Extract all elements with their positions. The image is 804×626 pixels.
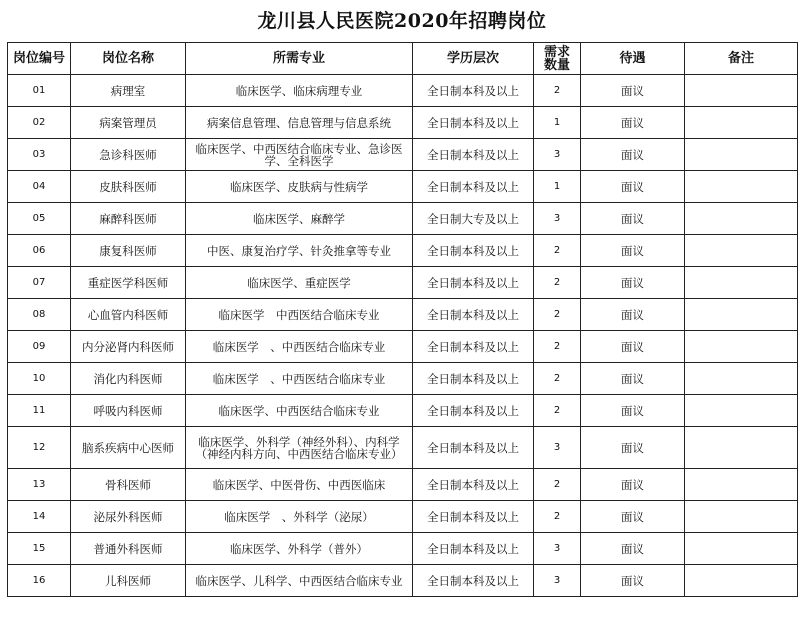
cell-education: 全日制本科及以上 (413, 363, 534, 395)
cell-salary: 面议 (581, 469, 685, 501)
cell-name: 骨科医师 (71, 469, 186, 501)
cell-education: 全日制本科及以上 (413, 331, 534, 363)
cell-education: 全日制本科及以上 (413, 565, 534, 597)
cell-salary: 面议 (581, 75, 685, 107)
cell-note (685, 363, 798, 395)
cell-education: 全日制本科及以上 (413, 533, 534, 565)
cell-education: 全日制本科及以上 (413, 427, 534, 469)
cell-name: 康复科医师 (71, 235, 186, 267)
cell-count: 2 (534, 235, 581, 267)
cell-major: 临床医学、中西医结合临床专业、急诊医学、全科医学 (186, 139, 413, 171)
table-row (8, 565, 798, 597)
cell-note (685, 565, 798, 597)
cell-salary: 面议 (581, 565, 685, 597)
header-row (8, 43, 798, 75)
cell-major: 临床医学、外科学（神经外科）、内科学（神经内科方向、中西医结合临床专业） (186, 427, 413, 469)
cell-count: 3 (534, 533, 581, 565)
table-row (8, 171, 798, 203)
cell-count: 3 (534, 565, 581, 597)
header-salary: 待遇 (581, 43, 685, 75)
cell-note (685, 171, 798, 203)
recruitment-table (7, 42, 798, 597)
cell-count: 2 (534, 363, 581, 395)
cell-education: 全日制本科及以上 (413, 501, 534, 533)
cell-count: 2 (534, 299, 581, 331)
cell-education: 全日制本科及以上 (413, 171, 534, 203)
table-row (8, 363, 798, 395)
cell-education: 全日制本科及以上 (413, 107, 534, 139)
table-row (8, 203, 798, 235)
header-note: 备注 (685, 43, 798, 75)
cell-code: 05 (8, 203, 71, 235)
cell-note (685, 533, 798, 565)
cell-note (685, 427, 798, 469)
cell-major: 临床医学 、外科学（泌尿） (186, 501, 413, 533)
cell-salary: 面议 (581, 267, 685, 299)
cell-name: 脑系疾病中心医师 (71, 427, 186, 469)
cell-count: 3 (534, 427, 581, 469)
cell-name: 皮肤科医师 (71, 171, 186, 203)
table-row (8, 427, 798, 469)
cell-code: 13 (8, 469, 71, 501)
cell-code: 10 (8, 363, 71, 395)
cell-major: 临床医学、临床病理专业 (186, 75, 413, 107)
cell-count: 1 (534, 171, 581, 203)
cell-count: 2 (534, 501, 581, 533)
cell-count: 2 (534, 469, 581, 501)
cell-code: 16 (8, 565, 71, 597)
cell-salary: 面议 (581, 395, 685, 427)
header-education: 学历层次 (413, 43, 534, 75)
cell-name: 消化内科医师 (71, 363, 186, 395)
cell-education: 全日制本科及以上 (413, 395, 534, 427)
cell-code: 07 (8, 267, 71, 299)
table-row (8, 331, 798, 363)
cell-code: 12 (8, 427, 71, 469)
cell-major: 临床医学、麻醉学 (186, 203, 413, 235)
cell-code: 09 (8, 331, 71, 363)
table-row (8, 107, 798, 139)
header-code: 岗位编号 (8, 43, 71, 75)
cell-education: 全日制本科及以上 (413, 299, 534, 331)
cell-salary: 面议 (581, 533, 685, 565)
cell-salary: 面议 (581, 363, 685, 395)
cell-count: 2 (534, 75, 581, 107)
table-row (8, 299, 798, 331)
cell-salary: 面议 (581, 299, 685, 331)
cell-major: 临床医学、儿科学、中西医结合临床专业 (186, 565, 413, 597)
cell-major: 临床医学 、中西医结合临床专业 (186, 363, 413, 395)
cell-code: 08 (8, 299, 71, 331)
cell-name: 内分泌肾内科医师 (71, 331, 186, 363)
cell-name: 心血管内科医师 (71, 299, 186, 331)
cell-note (685, 235, 798, 267)
cell-note (685, 331, 798, 363)
cell-education: 全日制本科及以上 (413, 235, 534, 267)
cell-code: 01 (8, 75, 71, 107)
cell-major: 临床医学、外科学（普外） (186, 533, 413, 565)
cell-major: 临床医学 、中西医结合临床专业 (186, 331, 413, 363)
cell-education: 全日制大专及以上 (413, 203, 534, 235)
table-row (8, 395, 798, 427)
cell-name: 重症医学科医师 (71, 267, 186, 299)
cell-count: 3 (534, 203, 581, 235)
cell-code: 03 (8, 139, 71, 171)
cell-name: 儿科医师 (71, 565, 186, 597)
cell-note (685, 107, 798, 139)
cell-name: 麻醉科医师 (71, 203, 186, 235)
cell-note (685, 501, 798, 533)
cell-name: 急诊科医师 (71, 139, 186, 171)
cell-major: 病案信息管理、信息管理与信息系统 (186, 107, 413, 139)
cell-note (685, 75, 798, 107)
table-row (8, 533, 798, 565)
table-row (8, 501, 798, 533)
cell-salary: 面议 (581, 203, 685, 235)
table-row (8, 469, 798, 501)
cell-name: 普通外科医师 (71, 533, 186, 565)
cell-major: 临床医学、中西医结合临床专业 (186, 395, 413, 427)
cell-code: 11 (8, 395, 71, 427)
cell-name: 呼吸内科医师 (71, 395, 186, 427)
cell-name: 泌尿外科医师 (71, 501, 186, 533)
table-row (8, 267, 798, 299)
cell-count: 2 (534, 331, 581, 363)
cell-note (685, 469, 798, 501)
cell-count: 1 (534, 107, 581, 139)
cell-name: 病理室 (71, 75, 186, 107)
cell-education: 全日制本科及以上 (413, 267, 534, 299)
cell-count: 3 (534, 139, 581, 171)
cell-education: 全日制本科及以上 (413, 469, 534, 501)
cell-code: 06 (8, 235, 71, 267)
cell-salary: 面议 (581, 139, 685, 171)
cell-major: 临床医学 中西医结合临床专业 (186, 299, 413, 331)
cell-note (685, 139, 798, 171)
cell-salary: 面议 (581, 107, 685, 139)
cell-major: 临床医学、皮肤病与性病学 (186, 171, 413, 203)
cell-note (685, 203, 798, 235)
cell-salary: 面议 (581, 331, 685, 363)
header-major: 所需专业 (186, 43, 413, 75)
cell-name: 病案管理员 (71, 107, 186, 139)
header-name: 岗位名称 (71, 43, 186, 75)
cell-major: 临床医学、中医骨伤、中西医临床 (186, 469, 413, 501)
cell-note (685, 395, 798, 427)
table-row (8, 75, 798, 107)
cell-code: 14 (8, 501, 71, 533)
cell-major: 临床医学、重症医学 (186, 267, 413, 299)
cell-education: 全日制本科及以上 (413, 139, 534, 171)
header-count: 需求数量 (534, 43, 581, 75)
cell-salary: 面议 (581, 427, 685, 469)
cell-code: 15 (8, 533, 71, 565)
cell-count: 2 (534, 395, 581, 427)
cell-major: 中医、康复治疗学、针灸推拿等专业 (186, 235, 413, 267)
cell-code: 04 (8, 171, 71, 203)
cell-education: 全日制本科及以上 (413, 75, 534, 107)
cell-code: 02 (8, 107, 71, 139)
cell-note (685, 299, 798, 331)
cell-note (685, 267, 798, 299)
cell-salary: 面议 (581, 171, 685, 203)
page-title: 龙川县人民医院2020年招聘岗位 (257, 10, 547, 32)
cell-salary: 面议 (581, 501, 685, 533)
cell-count: 2 (534, 267, 581, 299)
cell-salary: 面议 (581, 235, 685, 267)
table-row (8, 235, 798, 267)
table-row (8, 139, 798, 171)
